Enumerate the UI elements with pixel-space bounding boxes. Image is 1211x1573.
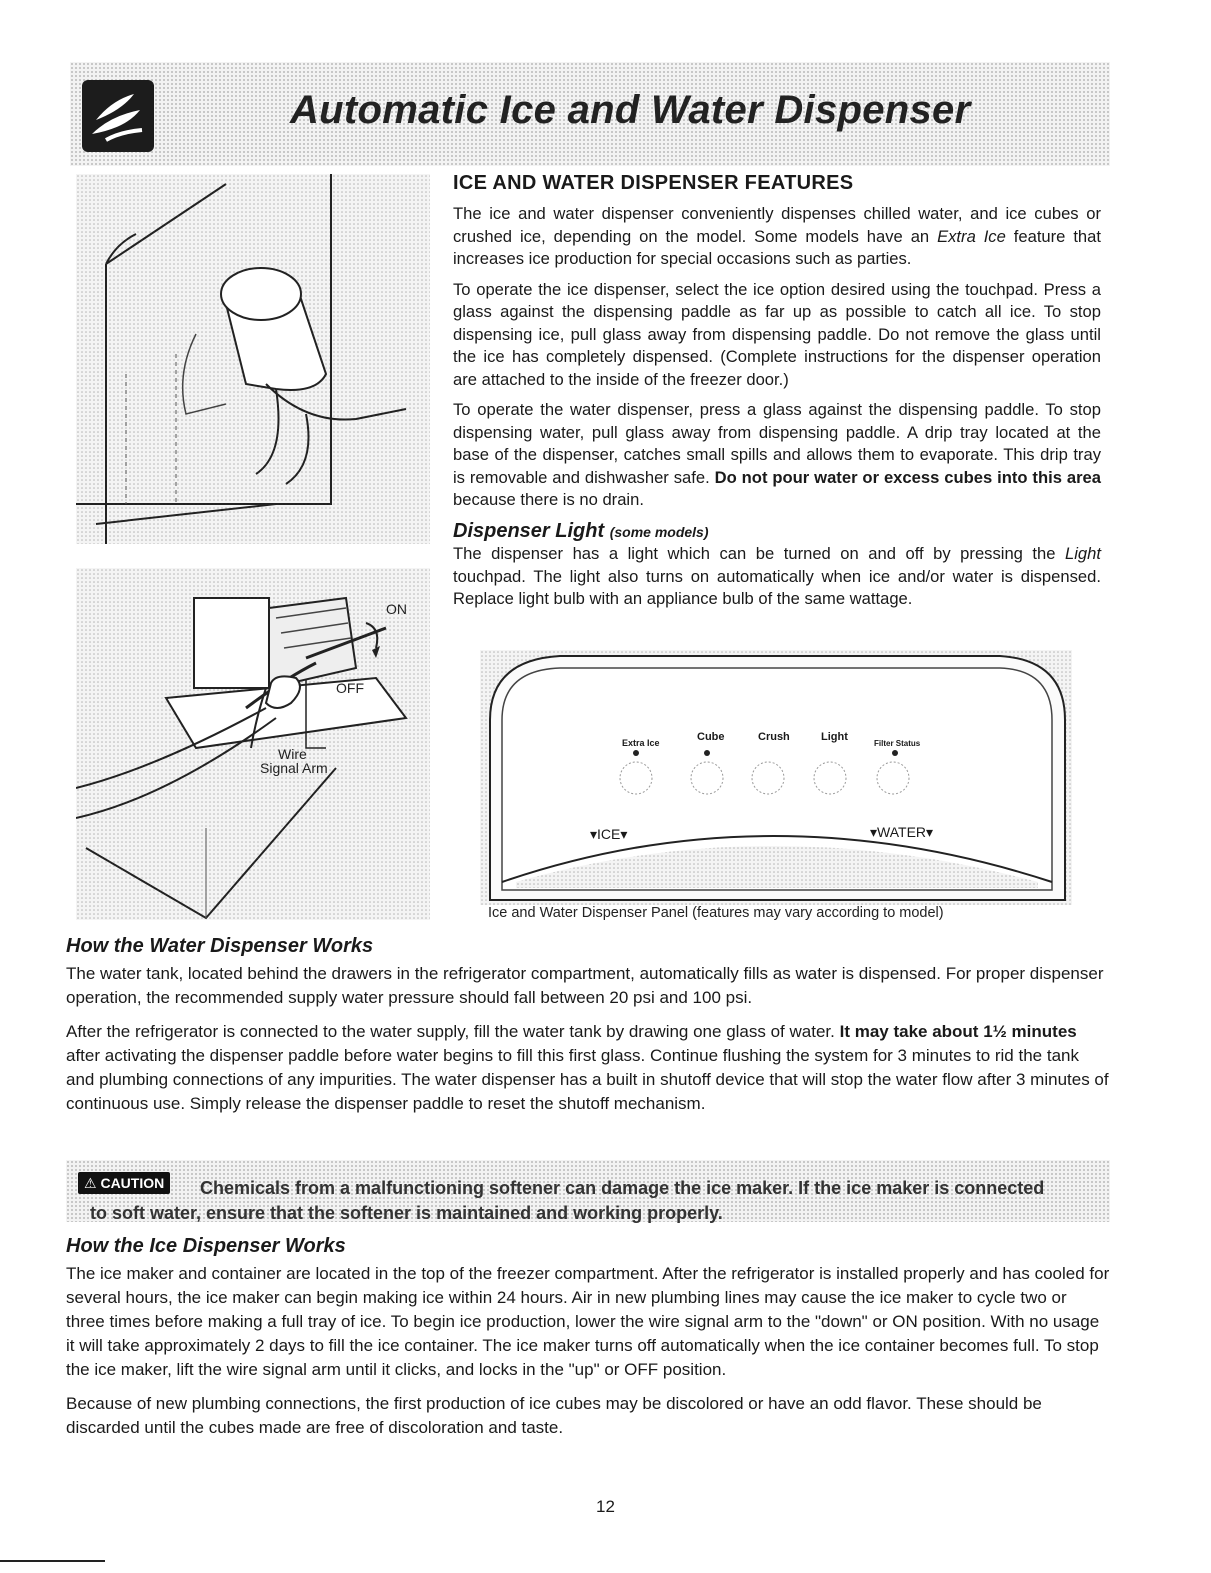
- dispenser-glass-illustration: [76, 174, 430, 544]
- features-p1-text: The ice and water dispenser conveniently dispenses chilled water, and ice cubes or crushed ice, depending on the model. Some models have an: [453, 204, 1101, 246]
- page-number: 12: [596, 1497, 615, 1516]
- panel-caption: Ice and Water Dispenser Panel (features may vary according to model): [488, 905, 944, 921]
- features-body: [453, 203, 1101, 619]
- caution-badge: [78, 1172, 170, 1194]
- ice-paragraph-2: Because of new plumbing connections, the first production of ice cubes may be discolored or have an odd flavor. These should be discarded until the cubes made are free of discoloration and taste.: [66, 1394, 1042, 1437]
- crush-button-label: Crush: [758, 731, 790, 743]
- extra-ice-button-label: Extra Ice: [622, 738, 660, 748]
- off-label: OFF: [336, 680, 364, 696]
- features-heading: ICE AND WATER DISPENSER FEATURES: [453, 172, 854, 194]
- dispenser-light-note: (some models): [609, 523, 709, 540]
- features-p3-text: To operate the water dispenser, press a glass against the dispensing paddle. To stop dispensing water, pull glass away from dispensing paddle. A drip tray located at the base of the dispenser, catches small spills and allows them to evaporate. This drip tray is removable and dishwasher safe.: [453, 400, 1101, 487]
- water-p2-text-end: after activating the dispenser paddle before water begins to fill this first glass. Continue flushing the system for 3 minutes to rid the tank and plumbing connections of any impurities. The water dispenser has a built in shutoff device that will stop the water flow after 3 minutes of continuous use. Simply release the dispenser paddle to reset the shutoff mechanism.: [66, 1046, 1109, 1113]
- water-dispenser-heading: How the Water Dispenser Works: [66, 935, 374, 957]
- on-label: ON: [386, 601, 407, 617]
- ice-dispenser-section: [66, 1234, 1110, 1450]
- cube-button-label: Cube: [697, 731, 725, 743]
- filter-status-label: Filter Status: [874, 739, 921, 748]
- ice-maker-illustration: [76, 568, 430, 920]
- dispenser-panel-illustration: [480, 650, 1072, 905]
- ice-paddle-label: ▾ICE▾: [590, 826, 628, 842]
- dispenser-light-paragraph: [453, 543, 1101, 611]
- caution-line-2: to soft water, ensure that the softener is maintained and working properly.: [90, 1203, 723, 1223]
- ice-paragraph-1: The ice maker and container are located in the top of the freezer compartment. After the refrigerator is installed properly and has cooled for several hours, the ice maker can begin making ice within 24 hours. Air in new plumbing lines may cause the ice maker to cycle two or three times before making a full tray of ice. To begin ice production, lower the wire signal arm to the "down" or ON position. With no usage it will take approximately 2 days to fill the ice container. The ice maker turns off automatically when the ice container becomes full. To stop the ice maker, lift the wire signal arm until it clicks, and locks in the "up" or OFF position.: [66, 1264, 1110, 1379]
- light-text: The dispenser has a light which can be turned on and off by pressing the: [453, 544, 1066, 563]
- refrigerator-dispenser-icon: [82, 80, 154, 152]
- wire-label: Wire: [278, 746, 307, 762]
- dispenser-light-heading: [453, 520, 1101, 544]
- features-p1-text-end: feature that increases ice production for special occasions such as parties.: [453, 226, 1101, 268]
- water-dispenser-section: [66, 934, 1110, 1126]
- light-term: Light: [1065, 544, 1101, 563]
- footer-rule: [0, 1560, 105, 1562]
- light-text-end: touchpad. The light also turns on automatically when ice and/or water is dispensed. Replace light bulb with an appliance bulb of the same wattage.: [453, 566, 1101, 608]
- dispenser-light-title: Dispenser Light: [453, 519, 605, 542]
- features-paragraph-1: [453, 203, 1101, 271]
- signal-arm-label: Signal Arm: [260, 760, 328, 776]
- ice-dispenser-heading: How the Ice Dispenser Works: [66, 1235, 346, 1257]
- water-wait-time: It may take about 1½ minutes: [839, 1022, 1077, 1041]
- ice-label: ICE: [597, 826, 621, 842]
- features-p3-text-end: because there is no drain.: [453, 490, 644, 509]
- water-label: WATER: [877, 824, 927, 840]
- drip-tray-warning: Do not pour water or excess cubes into this area: [714, 467, 1101, 487]
- page-title: Automatic Ice and Water Dispenser: [290, 88, 971, 132]
- caution-badge-label: CAUTION: [100, 1175, 165, 1191]
- light-button-label: Light: [821, 731, 848, 743]
- extra-ice-term: Extra Ice: [937, 226, 1006, 246]
- water-p2-text: After the refrigerator is connected to the water supply, fill the water tank by drawing one glass of water.: [66, 1022, 840, 1041]
- features-paragraph-2: To operate the ice dispenser, select the ice option desired using the touchpad. Press a glass against the dispensing paddle as far up as possible to catch all ice. To stop dispensing ice, pull glass away from dispensing paddle. Do not remove the glass until the ice has completely dispensed. (Complete instructions for the dispenser operation are attached to the inside of the freezer door.): [453, 279, 1101, 389]
- water-paragraph-1: The water tank, located behind the drawers in the refrigerator compartment, automatically fills as water is dispensed. For proper dispenser operation, the recommended supply water pressure should fall between 20 psi and 100 psi.: [66, 964, 1104, 1007]
- water-paddle-label: ▾WATER▾: [870, 824, 934, 840]
- caution-line-1: Chemicals from a malfunctioning softener can damage the ice maker. If the ice maker is connected: [200, 1178, 1045, 1198]
- warning-icon: ⚠: [84, 1175, 97, 1191]
- features-paragraph-3: [453, 399, 1101, 512]
- water-paragraph-2: [66, 1020, 1110, 1116]
